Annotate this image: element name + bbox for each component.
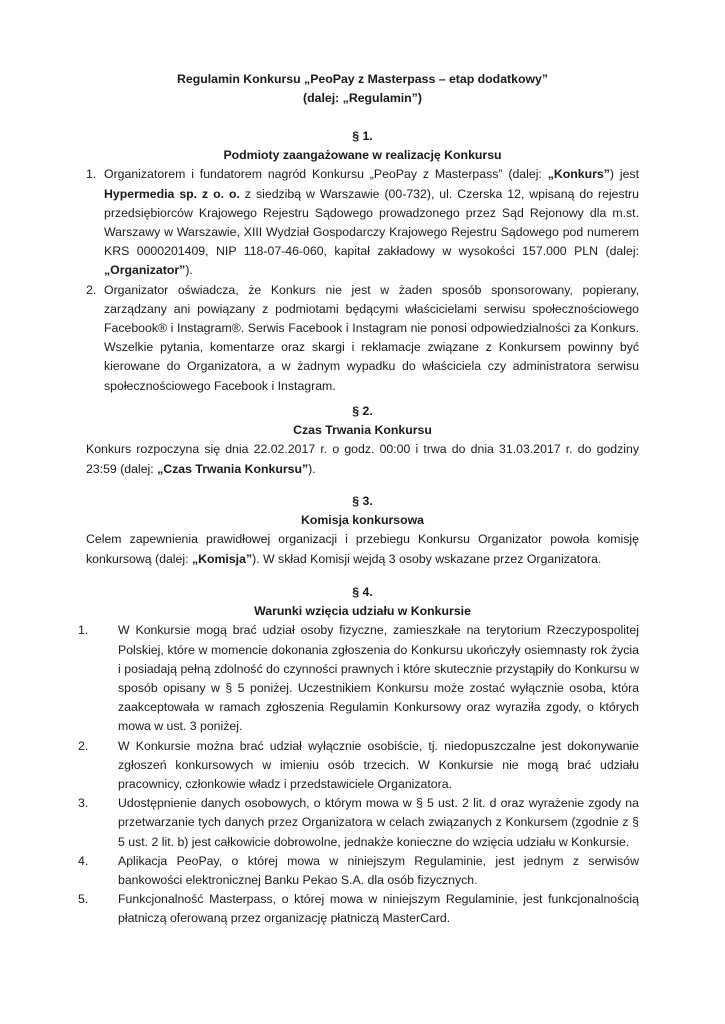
organizer-name: Hypermedia sp. z o. o. [104,186,240,201]
list-item-text: ). [185,263,193,278]
section-2-number: § 2. [352,404,373,418]
list-item [78,852,639,890]
list-item-number: 3. [78,796,89,811]
section-1 [86,127,639,396]
section-4-list [78,621,639,928]
list-item-number: 1. [78,623,89,638]
section-2 [86,402,639,479]
section-3-number: § 3. [352,494,373,508]
section-3-title: Komisja konkursowa [300,513,424,528]
list-item [86,165,639,280]
list-item-number: 5. [78,892,89,907]
section-2-title: Czas Trwania Konkursu [293,423,432,438]
list-item [78,737,639,795]
list-item-text: W Konkursie mogą brać udział osoby fizyczne, zamieszkałe na terytorium Rzeczypospolitej Polskiej, które w momencie dokonania zgłoszenia do Konkursu ukończyły osiemnasty rok życia i posiadają pełną zdolność do czynności prawnych i które skutecznie przystąpiły do Konkursu w sposób opisany w § 5 poniżej. Uczestnikiem Konkursu może zostać wyłącznie osoba, która zaakceptowała w ramach zgłoszenia Regulamin Konkursowy oraz wyraziła zgody, o których mowa w ust. 3 poniżej. [118,623,639,734]
list-item [78,794,639,852]
list-item [78,890,639,928]
list-item-text: Aplikacja PeoPay, o której mowa w niniejszym Regulaminie, jest jednym z serwisów bankowości elektronicznej Banku Pekao S.A. dla osób fizycznych. [118,853,639,888]
list-item-text: Funkcjonalność Masterpass, o której mowa w niniejszym Regulaminie, jest funkcjonalnością płatniczą oferowaną przez organizację płatniczą MasterCard. [118,892,639,926]
list-item-number: 2. [78,738,89,753]
section-3 [86,492,639,569]
list-item [86,281,639,396]
paragraph-text: Konkurs rozpoczyna się dnia 22.02.2017 r. o godz. 00:00 i trwa do dnia 31.03.2017 r. do godziny 23:59 (dalej: [86,442,639,476]
list-item-number: 4. [78,853,89,868]
list-item-text: W Konkursie można brać udział wyłącznie osobiście, tj. niedopuszczalne jest dokonywanie zgłoszeń konkursowych w imieniu osób trzecich. W Konkursie nie mogą brać udziału pracownicy, członkowie władz i przedstawiciele Organizatora. [118,738,639,792]
list-item-text: ) jest [609,167,639,182]
paragraph-text: ). W skład Komisji wejdą 3 osoby wskazane przez Organizatora. [252,551,602,566]
section-1-list [86,165,639,395]
section-2-paragraph [86,440,639,478]
list-item-number: 1. [86,167,97,182]
section-3-paragraph [86,530,639,568]
list-item-text: z siedzibą w Warszawie (00-732), ul. Czerska 12, wpisaną do rejestru przedsiębiorców Krajowego Rejestru Sądowego prowadzonego przez Sąd Rejonowy dla m.st. Warszawy w Warszawie, XIII Wydział Gospodarczy Krajowego Rejestru Sądowego pod numerem KRS 0000201409, NIP 118-07-46-060, kapitał zakładowy w wysokości 157.000 PLN (dalej: [104,186,639,259]
section-1-title: Podmioty zaangażowane w realizację Konkursu [223,148,502,163]
list-item-text: Organizator oświadcza, że Konkurs nie jest w żaden sposób sponsorowany, popierany, zarządzany ani powiązany z podmiotami będącymi właścicielami serwisu społecznościowego Facebook® i Instagram®. Serwis Facebook i Instagram nie ponosi odpowiedzialności za Konkurs. Wszelkie pytania, komentarze oraz skargi i reklamacje związane z Konkursem powinny być kierowane do Organizatora, a w żadnym wypadku do właściciela czy administratora serwisu społecznościowego Facebook i Instagram. [104,282,639,393]
paragraph-text: ). [308,461,316,476]
paragraph-text: Celem zapewnienia prawidłowej organizacji i przebiegu Konkursu Organizator powoła komisję konkursową (dalej: [86,532,639,566]
defined-term-komisja: „Komisja” [191,551,253,566]
list-item-text: Udostępnienie danych osobowych, o którym mowa w § 5 ust. 2 lit. d oraz wyrażenie zgody na przetwarzanie tych danych przez Organizatora w celach związanych z Konkursem (zgodnie z § 5 ust. 2 lit. b) jest całkowicie dobrowolne, jednakże konieczne do wzięcia udziału w Konkursie. [118,796,639,849]
document-subtitle: (dalej: „Regulamin”) [303,91,422,105]
defined-term-czas-trwania: „Czas Trwania Konkursu” [157,461,309,476]
section-4-title: Warunki wzięcia udziału w Konkursie [254,604,471,619]
section-4-number: § 4. [352,585,373,599]
list-item-number: 2. [86,282,97,297]
document-title: Regulamin Konkursu „PeoPay z Masterpass – etap dodatkowy” [176,72,549,86]
list-item [78,621,639,736]
defined-term-organizator: „Organizator” [104,263,186,278]
section-4 [78,583,639,929]
defined-term-konkurs: „Konkurs” [547,167,610,182]
list-item-text: Organizatorem i fundatorem nagród Konkursu „PeoPay z Masterpass” (dalej: [104,167,548,182]
section-1-number: § 1. [352,129,373,143]
